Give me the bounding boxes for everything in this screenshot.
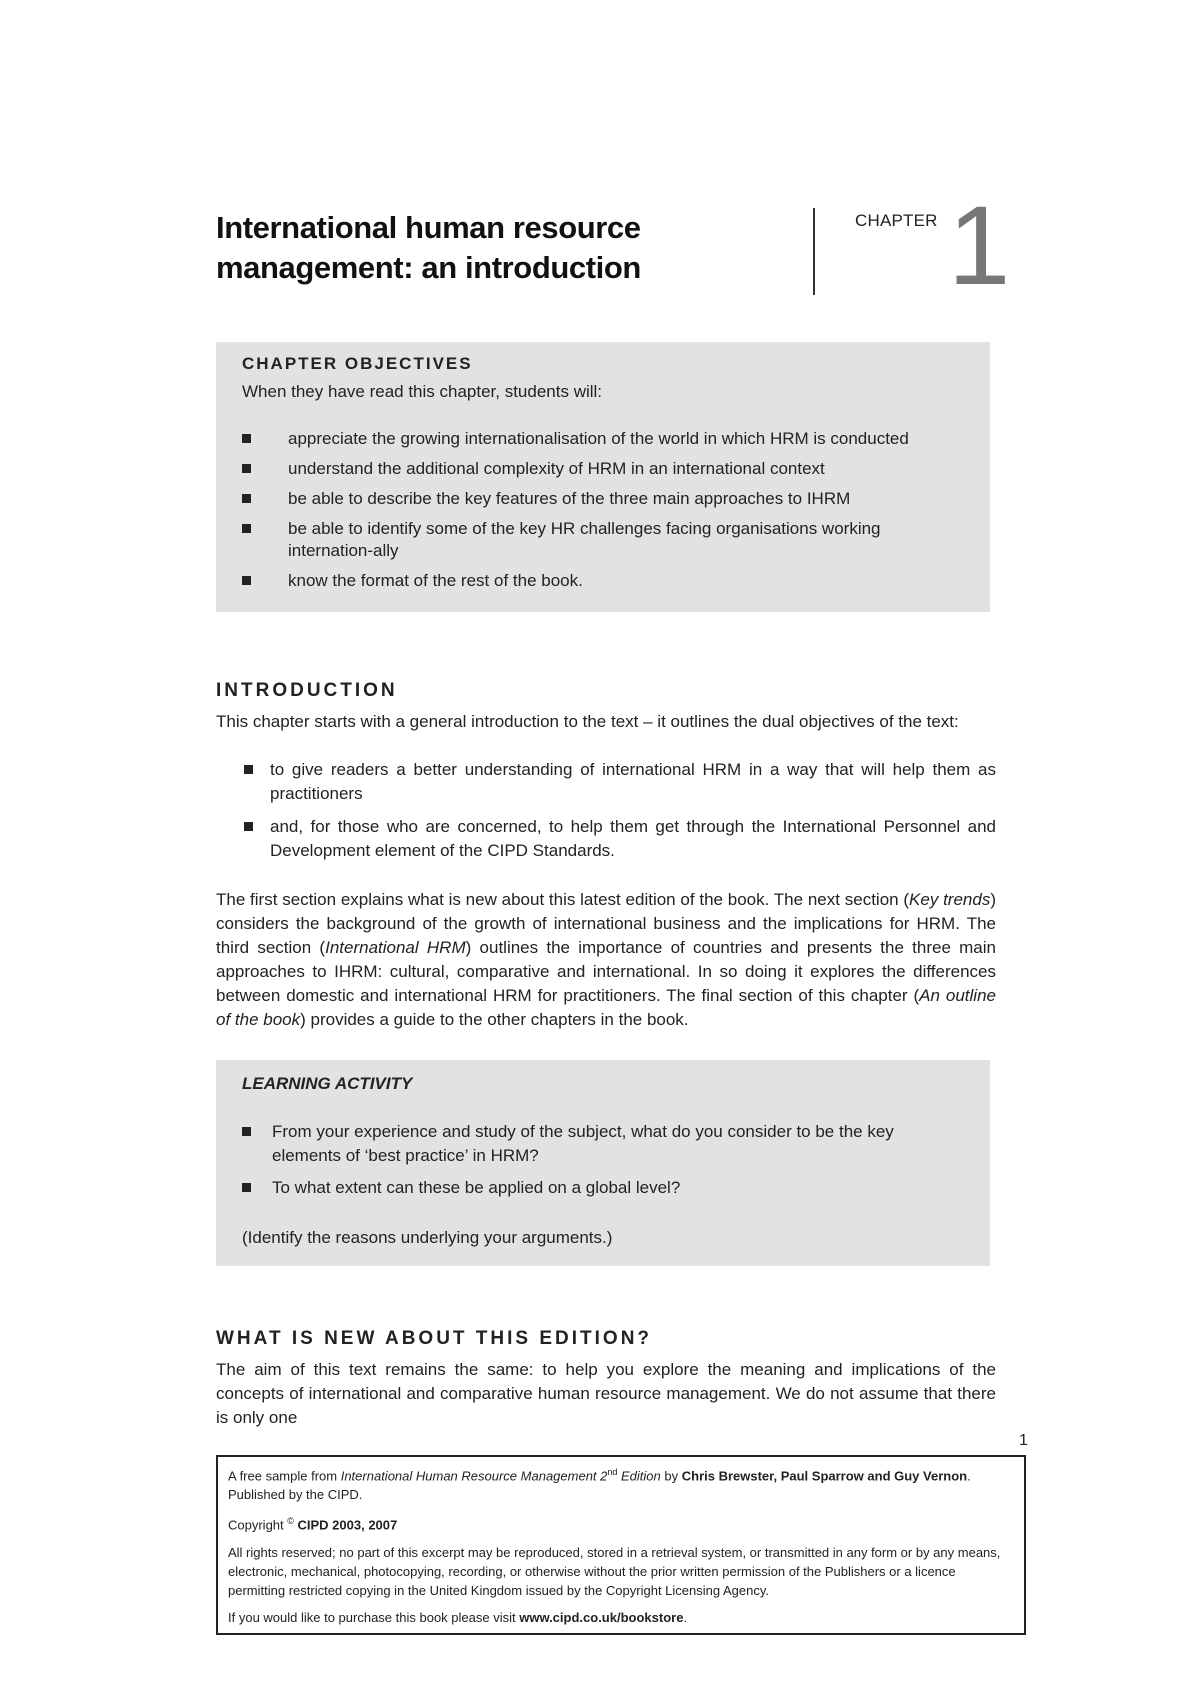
objective-item: appreciate the growing internationalisation of the world in which HRM is conducted	[242, 428, 962, 450]
copyright-line: Copyright © CIPD 2003, 2007	[228, 1516, 398, 1533]
learning-activity-list	[242, 1120, 962, 1208]
bookstore-link[interactable]: www.cipd.co.uk/bookstore	[519, 1609, 684, 1625]
learning-activity-item: To what extent can these be applied on a global level?	[242, 1176, 962, 1200]
objective-item: be able to identify some of the key HR challenges facing organisations working internation-ally	[242, 518, 962, 562]
chapter-title-line-2: management: an introduction	[216, 250, 641, 285]
publisher-line: Published by the CIPD.	[228, 1487, 363, 1503]
sample-notice-box	[216, 1455, 1026, 1635]
chapter-number: 1	[948, 183, 1011, 308]
learning-activity-note: (Identify the reasons underlying your arguments.)	[242, 1228, 613, 1247]
bullet-square-icon	[242, 494, 251, 503]
introduction-heading: INTRODUCTION	[216, 680, 398, 701]
chapter-title	[216, 208, 776, 288]
introduction-bullets	[216, 758, 996, 872]
chapter-objectives-box	[216, 342, 990, 612]
learning-activity-box	[216, 1060, 990, 1266]
introduction-lead: This chapter starts with a general introduction to the text – it outlines the dual objectives of the text:	[216, 712, 959, 731]
bullet-square-icon	[242, 524, 251, 533]
objective-item: be able to describe the key features of the three main approaches to IHRM	[242, 488, 962, 510]
chapter-divider	[813, 208, 815, 295]
purchase-line: If you would like to purchase this book please visit www.cipd.co.uk/bookstore.	[228, 1609, 688, 1625]
learning-activity-item: From your experience and study of the subject, what do you consider to be the key elements of ‘best practice’ in HRM?	[242, 1120, 962, 1168]
objectives-list	[242, 428, 962, 600]
objective-item: know the format of the rest of the book.	[242, 570, 962, 592]
bullet-square-icon	[242, 1127, 251, 1136]
introduction-paragraph: The first section explains what is new about this latest edition of the book. The next section (Key trends) considers the background of the growth of international business and the implications for HRM. The third section (International HRM) outlines the importance of countries and presents the three main approaches to IHRM: cultural, comparative and international. In so doing it explores the differences between domestic and international HRM for practitioners. The final section of this chapter (An outline of the book) provides a guide to the other chapters in the book.	[216, 890, 997, 1029]
introduction-bullet: and, for those who are concerned, to help them get through the International Personnel and Development element of the CIPD Standards.	[216, 815, 996, 863]
objectives-intro: When they have read this chapter, students will:	[242, 382, 603, 401]
bullet-square-icon	[242, 434, 251, 443]
new-edition-paragraph: The aim of this text remains the same: to help you explore the meaning and implications of the concepts of international and comparative human resource management. We do not assume that there is only one	[216, 1360, 996, 1427]
objectives-heading: CHAPTER OBJECTIVES	[242, 354, 473, 373]
objective-item: understand the additional complexity of HRM in an international context	[242, 458, 962, 480]
introduction-bullet: to give readers a better understanding of international HRM in a way that will help them as practitioners	[216, 758, 996, 806]
sample-source-line: A free sample from International Human Resource Management 2nd Edition by Chris Brewster, Paul Sparrow and Guy Vernon. Published by the CIPD.	[228, 1467, 971, 1503]
chapter-title-line-1: International human resource	[216, 210, 641, 245]
bullet-square-icon	[242, 1183, 251, 1192]
chapter-label: CHAPTER	[855, 211, 938, 230]
rights-notice: All rights reserved; no part of this excerpt may be reproduced, stored in a retrieval system, or transmitted in any form or by any means, electronic, mechanical, photocopying, recording, or otherwise without the prior written permission of the Publishers or a licence permitting restricted copying in the United Kingdom issued by the Copyright Licensing Agency.	[228, 1544, 1001, 1598]
new-edition-heading: WHAT IS NEW ABOUT THIS EDITION?	[216, 1328, 653, 1349]
bullet-square-icon	[244, 822, 253, 831]
bullet-square-icon	[242, 464, 251, 473]
page-number: 1	[1019, 1432, 1028, 1449]
bullet-square-icon	[244, 765, 253, 774]
learning-activity-heading: LEARNING ACTIVITY	[242, 1074, 413, 1093]
bullet-square-icon	[242, 576, 251, 585]
